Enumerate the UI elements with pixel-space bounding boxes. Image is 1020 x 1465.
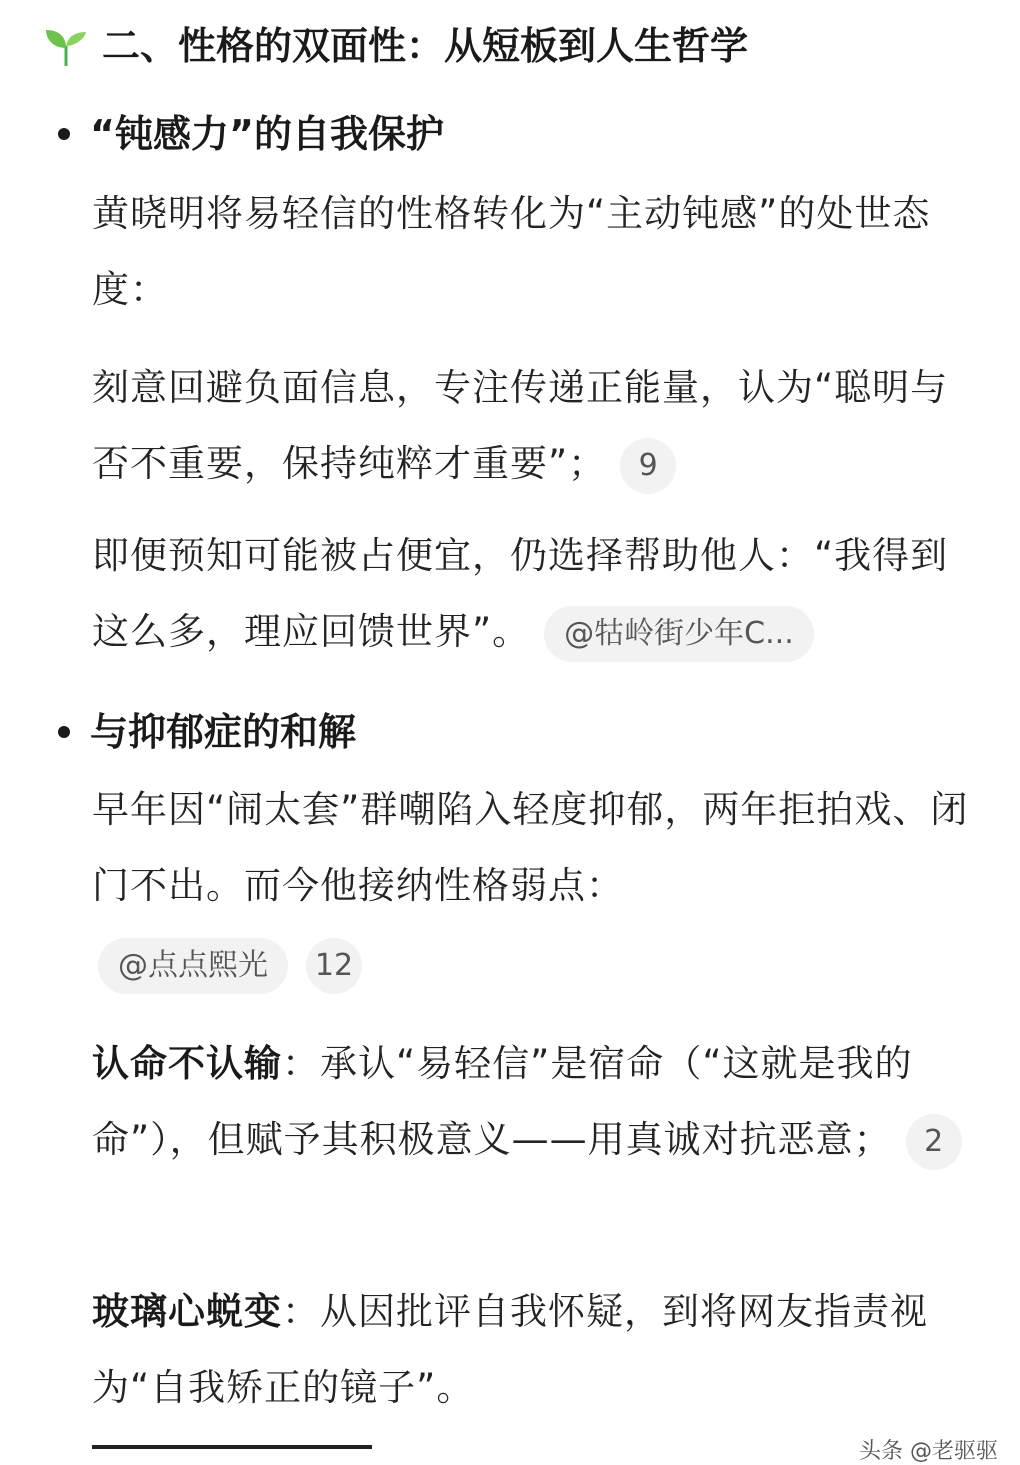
paragraph-positive-energy xyxy=(92,350,982,502)
section-heading xyxy=(40,18,748,74)
item-label: 认命不认输 xyxy=(92,1042,282,1085)
paragraph-intro xyxy=(92,176,982,328)
citation-chip[interactable]: 12 xyxy=(306,938,362,994)
bullet-title-depression xyxy=(58,704,356,760)
citation-chip[interactable]: 9 xyxy=(620,438,676,494)
bullet-dot xyxy=(58,128,70,140)
paragraph-help-others xyxy=(92,518,982,670)
footer-divider xyxy=(92,1445,372,1449)
bullet-title-dull-sense xyxy=(58,106,444,162)
citation-chip[interactable]: @牯岭街少年C... xyxy=(544,606,814,662)
bullet-dot xyxy=(58,726,70,738)
paragraph-text: 黄晓明将易轻信的性格转化为“主动钝感”的处世态度： xyxy=(92,192,931,311)
sprout-icon xyxy=(40,24,92,68)
paragraph-text: ：承认“易轻信”是宿命（“这就是我的命”），但赋予其积极意义——用真诚对抗恶意； xyxy=(92,1042,913,1161)
paragraph-text: ：从因批评自我怀疑，到将网友指责视为“自我矫正的镜子”。 xyxy=(92,1290,928,1409)
paragraph-accept-fate xyxy=(92,1026,982,1178)
paragraph-text: 早年因“闹太套”群嘲陷入轻度抑郁，两年拒拍戏、闭门不出。而今他接纳性格弱点： xyxy=(92,788,969,907)
paragraph-text: 刻意回避负面信息，专注传递正能量，认为“聪明与否不重要，保持纯粹才重要”； xyxy=(92,366,949,485)
citation-chip[interactable]: 2 xyxy=(906,1114,962,1170)
citation-row xyxy=(98,938,380,994)
source-watermark: 头条 @老驱驱 xyxy=(859,1439,998,1464)
bullet-title-text: 与抑郁症的和解 xyxy=(90,710,357,754)
citation-chip[interactable]: @点点熙光 xyxy=(98,938,288,994)
item-label: 玻璃心蜕变 xyxy=(92,1290,282,1333)
paragraph-depression-intro xyxy=(92,772,982,924)
bullet-title-text: “钝感力”的自我保护 xyxy=(90,112,444,156)
paragraph-text: 即便预知可能被占便宜，仍选择帮助他人：“我得到这么多，理应回馈世界”。 xyxy=(92,534,949,653)
paragraph-glass-heart xyxy=(92,1274,982,1426)
section-heading-text: 二、性格的双面性：从短板到人生哲学 xyxy=(102,24,749,68)
